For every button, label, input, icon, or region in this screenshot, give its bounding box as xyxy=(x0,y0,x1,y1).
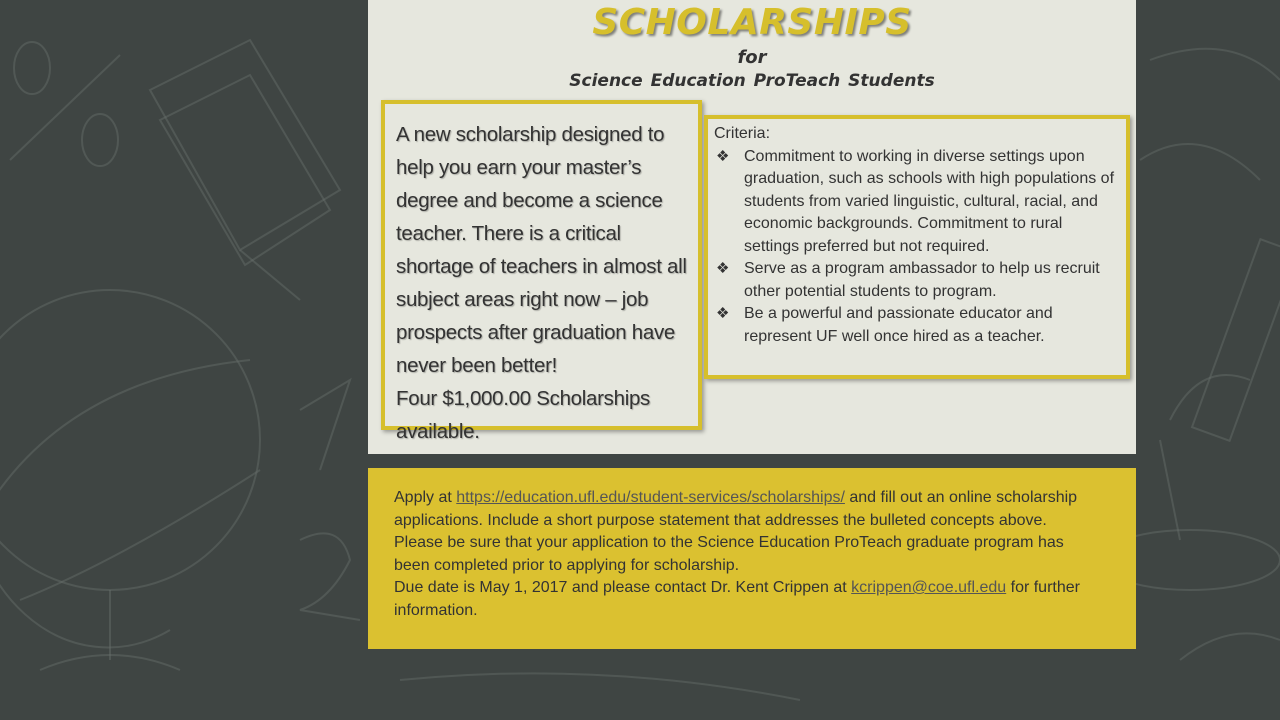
diamond-bullet-icon: ❖ xyxy=(716,147,730,165)
diamond-bullet-icon: ❖ xyxy=(716,305,730,322)
due-date-text: Due date is May 1, 2017 and please contact Dr. Kent Crippen at xyxy=(394,579,852,596)
intro-box xyxy=(381,100,702,443)
criteria-box xyxy=(704,115,1130,379)
intro-paragraph: A new scholarship designed to help you earn your master’s degree and become a science teacher. There is a critical shortage of teachers in almost all subject areas right now – job prospects after graduation have never been better! xyxy=(396,123,687,377)
book-drawing xyxy=(150,40,340,300)
award-text: Four $1,000.00 Scholarships available. xyxy=(396,387,651,443)
globe-drawing xyxy=(0,290,260,670)
criteria-item xyxy=(714,303,1120,348)
scholarship-link[interactable]: https://education.ufl.edu/student-services/scholarships/ xyxy=(456,489,845,506)
contact-email-link[interactable]: kcrippen@coe.ufl.edu xyxy=(851,579,1007,596)
scholarship-panel xyxy=(368,0,1136,454)
percent-sign-drawing xyxy=(10,42,120,166)
apply-instructions xyxy=(394,487,1084,622)
apply-footer xyxy=(368,468,1136,649)
subtitle: Science Education ProTeach Students xyxy=(569,71,935,91)
criteria-item xyxy=(714,258,1120,303)
criteria-item-text: Serve as a program ambassador to help us recruit other potential students to program. xyxy=(744,260,1100,300)
criteria-item-text: Commitment to working in diverse settings upon graduation, such as schools with high populations of students from varied linguistic, cultural, racial, and economic backgrounds. Commitment to rural settings preferred but not required. xyxy=(744,147,1115,255)
diamond-bullet-icon: ❖ xyxy=(716,260,730,277)
number-drawings xyxy=(300,380,360,620)
criteria-list xyxy=(714,146,1120,349)
apply-prefix: Apply at xyxy=(394,489,457,506)
criteria-item-text: Be a powerful and passionate educator and represent UF well once hired as a teacher. xyxy=(744,305,1053,345)
page-title: SCHOLARSHIPS xyxy=(592,2,912,43)
criteria-item xyxy=(714,146,1120,259)
due-date-suffix: for further information. xyxy=(394,579,1080,619)
for-line: for xyxy=(737,47,767,68)
criteria-label: Criteria: xyxy=(714,125,771,142)
apply-description: and fill out an online scholarship applications. Include a short purpose statement that addresses the bulleted concepts above. Please be sure that your application to the Science Education ProTeach graduate program has been completed prior to applying for scholarship. xyxy=(394,489,1078,574)
